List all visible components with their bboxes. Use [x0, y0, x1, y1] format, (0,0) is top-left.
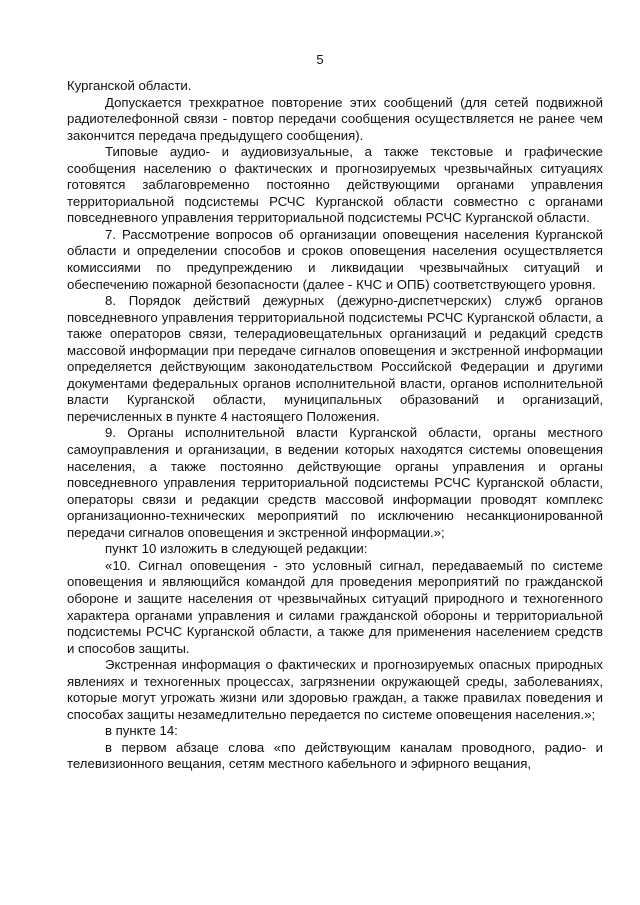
paragraph: Типовые аудио- и аудиовизуальные, а также текстовые и графические сообщения населению о фактических и прогнозируемых чрезвычайных ситуациях готовятся заблаговременно постоянно действующими органами управления территориальной подсистемы РСЧС Курганской области совместно с органами повседневного управления территориальной подсистемы РСЧС Курганской области. — [67, 144, 603, 226]
paragraph: в пункте 14: — [105, 723, 178, 739]
page-number: 5 — [316, 52, 324, 67]
paragraph: Экстренная информация о фактических и прогнозируемых опасных природных явлениях и техногенных процессах, загрязнении окружающей среды, заболеваниях, которые могут угрожать жизни или здоровью граждан, а также правилах поведения и способах защиты незамедлительно передается по системе оповещения населения.»; — [67, 657, 603, 722]
paragraph: в первом абзаце слова «по действующим каналам проводного, радио- и телевизионного вещания, сетям местного кабельного и эфирного вещания, — [67, 739, 603, 772]
document-body — [67, 78, 603, 773]
paragraph: пункт 10 изложить в следующей редакции: — [105, 541, 368, 557]
paragraph: Допускается трехкратное повторение этих сообщений (для сетей подвижной радиотелефонной связи - повтор передачи сообщения осуществляется не ранее чем закончится передача предыдущего сообщения). — [67, 94, 603, 143]
paragraph: «10. Сигнал оповещения - это условный сигнал, передаваемый по системе оповещения и являющийся командой для проведения мероприятий по гражданской обороне и защите населения от чрезвычайных ситуаций природного и техногенного характера органами управления и силами гражданской обороны и территориальной подсистемы РСЧС Курганской области, а также для применения населением средств и способов защиты. — [67, 557, 603, 656]
paragraph: 9. Органы исполнительной власти Курганской области, органы местного самоуправления и организации, в ведении которых находятся системы оповещения населения, а также постоянно действующие органы управления и органы повседневного управления территориальной подсистемы РСЧС Курганской области, операторы связи и редакции средств массовой информации проводят комплекс организационно-технических мероприятий по исключению несанкционированной передачи сигналов оповещения и экстренной информации.»; — [67, 425, 603, 540]
paragraph: 8. Порядок действий дежурных (дежурно-диспетчерских) служб органов повседневного управления территориальной подсистемы РСЧС Курганской области, а также операторов связи, телерадиовещательных организаций и редакций средств массовой информации при передаче сигналов оповещения и экстренной информации определяется действующим законодательством Российской Федерации и другими документами федеральных органов исполнительной власти, органов исполнительной власти Курганской области, муниципальных образований и организаций, перечисленных в пункте 4 настоящего Положения. — [67, 293, 603, 424]
paragraph: 7. Рассмотрение вопросов об организации оповещения населения Курганской области и определении способов и сроков оповещения населения осуществляется комиссиями по предупреждению и ликвидации чрезвычайных ситуаций и обеспечению пожарной безопасности (далее - КЧС и ОПБ) соответствующего уровня. — [67, 226, 603, 292]
paragraph: Курганской области. — [67, 78, 192, 93]
